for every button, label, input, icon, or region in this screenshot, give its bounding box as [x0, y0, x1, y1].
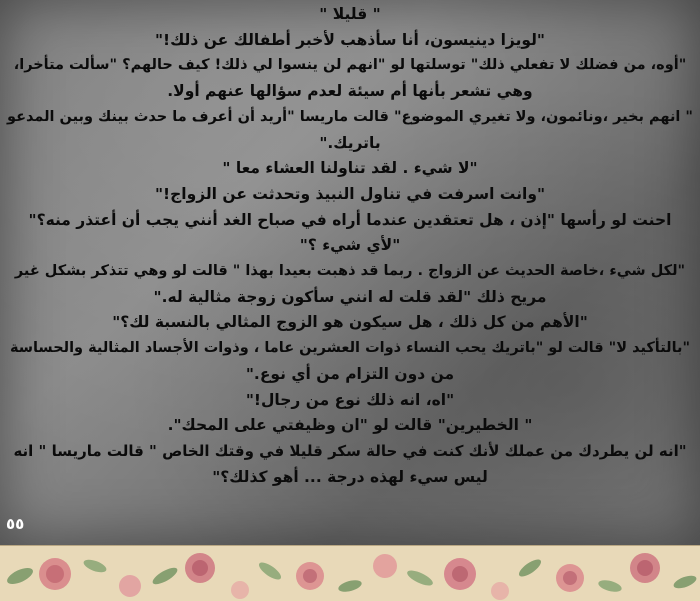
text-line: "بالتأكيد لا" قالت لو "باتريك يحب النساء ذوات العشرين عاما ، وذوات الأجساد المثالية والحساسة	[9, 340, 691, 357]
text-line: احنت لو رأسها "إذن ، هل تعتقدين عندما أراه في صباح الغد أنني يجب أن أعتذر منه؟"	[28, 210, 672, 229]
text-line: من دون التزام من أي نوع."	[245, 364, 455, 383]
text-line: " انهم بخير ،ونائمون، ولا تغيري الموضوع" قالت ماريسا "أريد أن أعرف ما حدث بينك وبين المدعو	[7, 108, 693, 125]
text-line: "لكل شيء ،خاصة الحديث عن الزواج . ربما قد ذهبت بعيدا بهذا " قالت لو وهي تتذكر بشكل غير	[14, 263, 686, 280]
text-line: "اه، انه ذلك نوع من رجال!"	[245, 390, 455, 409]
text-line: مريح ذلك "لقد قلت له انني سأكون زوجة مثالية له."	[153, 287, 547, 306]
page-text	[6, 2, 694, 490]
text-line: "انه لن يطردك من عملك لأنك كنت في حالة سكر قليلا في وقتك الخاص " قالت ماريسا " انه	[13, 441, 687, 460]
text-line: "أوه، من فضلك لا تفعلي ذلك" توسلتها لو "انهم لن ينسوا لي ذلك! كيف حالهم؟ "سألت متأخرا،	[13, 57, 687, 74]
text-line: "لا شيء . لقد تناولنا العشاء معا "	[222, 159, 478, 178]
page-number: ٥٥	[6, 515, 25, 533]
text-line: "لأي شيء ؟"	[299, 236, 401, 255]
text-line: وهي تشعر بأنها أم سيئة لعدم سؤالها عنهم أولا.	[167, 82, 533, 101]
text-line: " قليلا "	[319, 5, 381, 23]
text-line: "وانت اسرفت في تناول النبيذ وتحدثت عن الزواج!"	[154, 184, 546, 203]
text-line: " الخطيرين" قالت لو "ان وظيفتي على المحك".	[167, 416, 533, 435]
floral-pattern-icon	[0, 546, 700, 601]
floral-border	[0, 545, 700, 601]
text-line: ليس سيء لهذه درجة ... أهو كذلك؟"	[212, 467, 488, 486]
text-line: "الأهم من كل ذلك ، هل سيكون هو الزوج المثالي بالنسبة لك؟"	[112, 313, 588, 332]
text-line: "لويزا دينيسون، أنا سأذهب لأخبر أطفالك عن ذلك!"	[154, 30, 546, 49]
text-line: باتريك."	[319, 133, 381, 152]
